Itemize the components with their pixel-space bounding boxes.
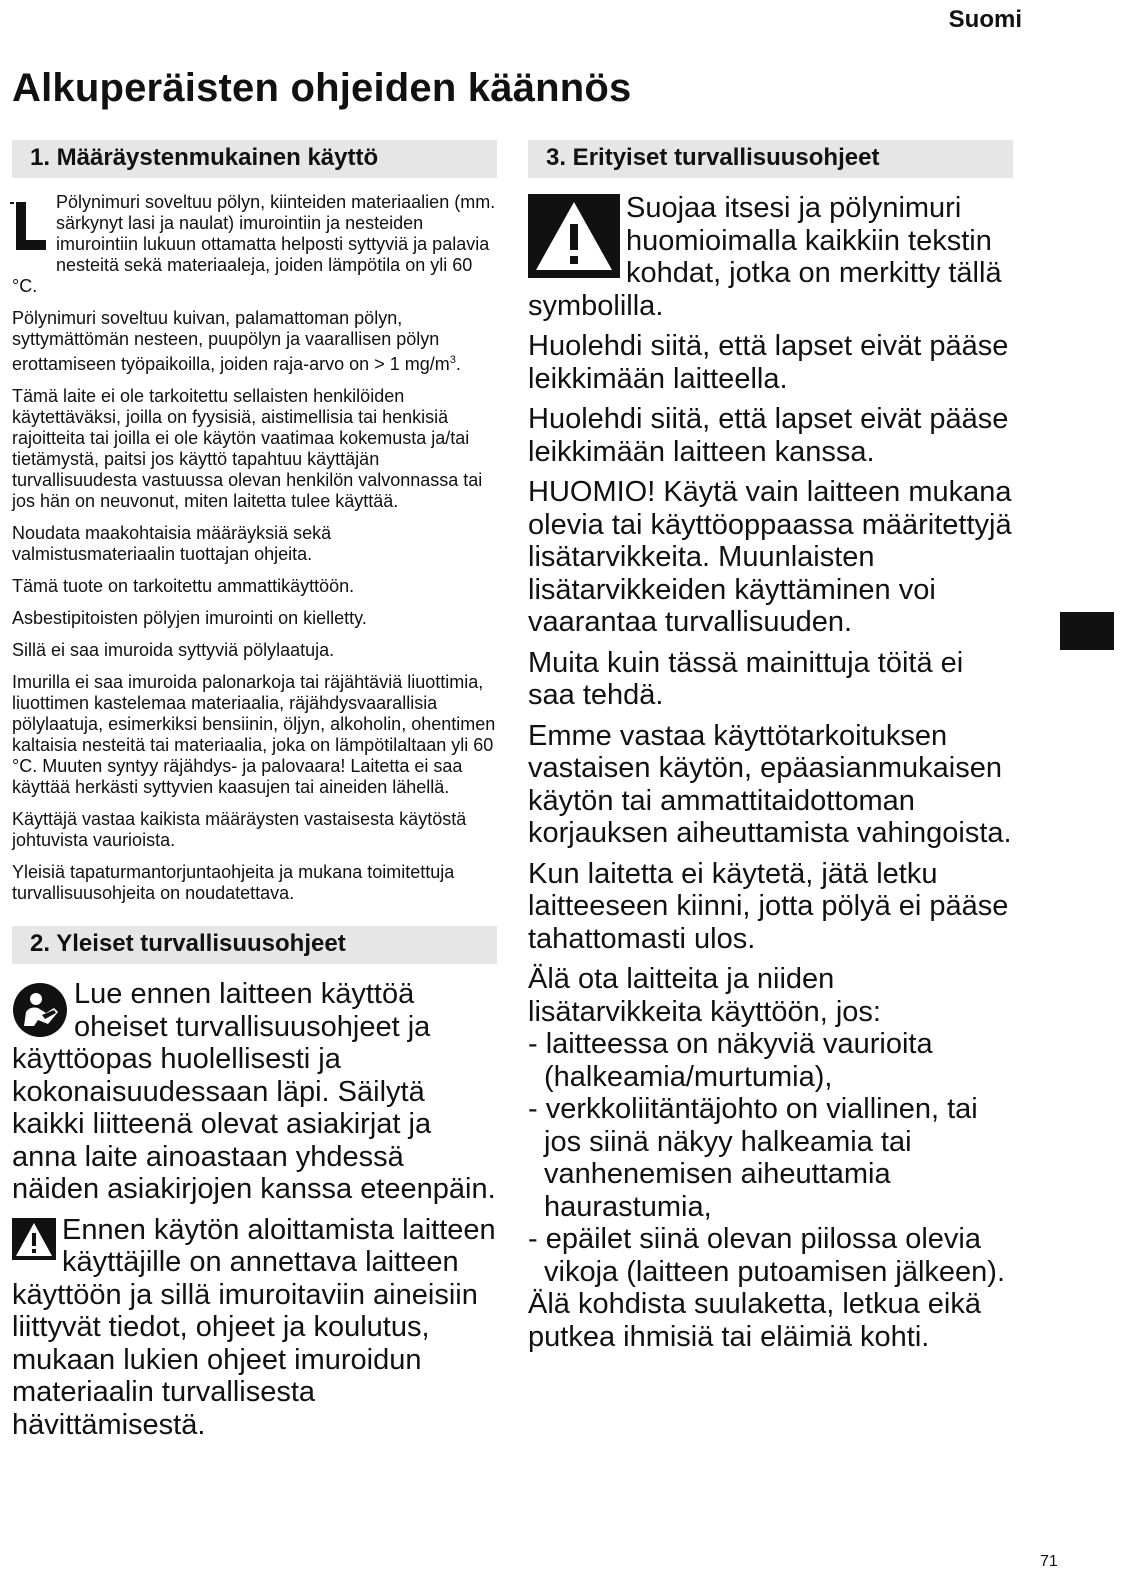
paragraph: Älä kohdista suulaketta, letkua eikä putkea ihmisiä tai eläimiä kohti. — [528, 1288, 981, 1353]
paragraph: Suojaa itsesi ja pölynimuri huomioimalla kaikkiin tekstin kohdat, jotka on merkitty tällä symbolilla. — [528, 192, 1002, 322]
right-column — [528, 140, 1013, 1361]
paragraph: Tämä tuote on tarkoitettu ammattikäyttöön. — [12, 576, 355, 596]
section-1-heading: 1. Määräystenmukainen käyttö — [12, 140, 497, 178]
paragraph: Pölynimuri soveltuu kuivan, palamattoman pölyn, syttymättömän nesteen, puupölyn ja vaarallisen pölyn erottamiseen työpaikoilla, joiden raja-arvo on > 1 $mg/m^3$. — [12, 308, 461, 374]
paragraph: Ennen käytön aloittamista laitteen käyttäjille on annettava laitteen käyttöön ja sillä imuroitaviin aineisiin liittyvät tiedot, ohjeet ja koulutus, mukaan lukien ohjeet imuroidun materiaalin turvallisesta hävittämisestä. — [12, 1213, 496, 1441]
page-number: 71 — [1040, 1553, 1058, 1570]
page-title: Alkuperäisten ohjeiden käännös — [12, 66, 632, 110]
section-3-heading: 3. Erityiset turvallisuusohjeet — [528, 140, 1013, 178]
superscript: 3 — [449, 354, 456, 366]
paragraph: HUOMIO! Käytä vain laitteen mukana olevia tai käyttöoppaassa määritettyjä lisätarvikkeita. Muunlaisten lisätarvikkeiden käyttäminen voi vaarantaa turvallisuuden. — [528, 476, 1012, 638]
L-logo-icon — [10, 198, 50, 256]
section-1-body — [12, 192, 497, 904]
list-item: - laitteessa on näkyviä vaurioita (halkeamia/murtumia), — [528, 1028, 1013, 1093]
left-column — [12, 140, 497, 1449]
paragraph: Huolehdi siitä, että lapset eivät pääse leikkimään laitteella. — [528, 330, 1009, 395]
paragraph: Lue ennen laitteen käyttöä oheiset turvallisuusohjeet ja käyttöopas huolellisesti ja kokonaisuudessaan läpi. Säilytä kaikki liitteenä olevat asiakirjat ja anna laite ainoastaan yhdessä näiden asiakirjojen kanssa eteenpäin. — [12, 978, 496, 1205]
paragraph: Huolehdi siitä, että lapset eivät pääse leikkimään laitteen kanssa. — [528, 403, 1009, 468]
warning-icon — [528, 194, 620, 278]
paragraph: Älä ota laitteita ja niiden lisätarvikkeita käyttöön, jos: — [528, 963, 881, 1028]
list-item: - epäilet siinä olevan piilossa olevia vikoja (laitteen putoamisen jälkeen). — [528, 1223, 1013, 1288]
paragraph: Muita kuin tässä mainittuja töitä ei saa tehdä. — [528, 646, 964, 711]
paragraph: Yleisiä tapaturmantorjuntaohjeita ja mukana toimitettuja turvallisuusohjeita on noudatettava. — [12, 862, 455, 903]
language-tab-marker — [1060, 612, 1114, 650]
warning-icon — [12, 1218, 56, 1260]
paragraph: Pölynimuri soveltuu pölyn, kiinteiden materiaalien (mm. särkynyt lasi ja naulat) imurointiin ja nesteiden imurointiin lukuun ottamatta helposti syttyviä ja palavia nesteitä sekä materiaaleja, joiden lämpötila on yli 60 °C. — [12, 192, 496, 296]
paragraph: Käyttäjä vastaa kaikista määräysten vastaisesta käytöstä johtuvista vaurioista. — [12, 809, 467, 850]
condition-list — [528, 1028, 1013, 1288]
paragraph: Asbestipitoisten pölyjen imurointi on kielletty. — [12, 608, 367, 628]
paragraph: Imurilla ei saa imuroida palonarkoja tai räjähtäviä liuottimia, liuottimen kastelemaa materiaalia, räjähdysvaarallisia pölylaatuja, esimerkiksi bensiinin, öljyn, alkoholin, ohentimen kaltaisia nesteitä tai materiaalia, joka on lämpötilaltaan yli 60 °C. Muuten syntyy räjähdys- ja palovaara! Laitetta ei saa käyttää herkästi syttyvien kaasujen tai aineiden lähellä. — [12, 672, 496, 797]
read-manual-icon — [12, 982, 68, 1038]
paragraph: Tämä laite ei ole tarkoitettu sellaisten henkilöiden käytettäväksi, joilla on fyysisiä, aistimellisia tai henkisiä rajoitteita tai joilla ei ole käytön vaatimaa kokemusta ja/tai tietämystä, paitsi jos käyttö tapahtuu käyttäjän turvallisuudesta vastuussa olevan henkilön valvonnassa tai jos hän on neuvonut, miten laitetta tulee käyttää. — [12, 386, 483, 511]
section-2-heading: 2. Yleiset turvallisuusohjeet — [12, 926, 497, 964]
paragraph: Emme vastaa käyttötarkoituksen vastaisen käytön, epäasianmukaisen käytön tai ammattitaidottoman korjauksen aiheuttamista vahingoista. — [528, 719, 1012, 849]
section-2-body — [12, 978, 497, 1441]
paragraph: Kun laitetta ei käytetä, jätä letku laitteeseen kiinni, jotta pölyä ei pääse tahattomasti ulos. — [528, 857, 1009, 955]
language-label: Suomi — [948, 6, 1022, 33]
list-item: - verkkoliitäntäjohto on viallinen, tai jos siinä näkyy halkeamia tai vanhenemisen aiheuttamia haurastumia, — [528, 1093, 1013, 1223]
section-3-body — [528, 192, 1013, 1353]
paragraph: Noudata maakohtaisia määräyksiä sekä valmistusmateriaalin tuottajan ohjeita. — [12, 523, 332, 564]
paragraph: Sillä ei saa imuroida syttyviä pölylaatuja. — [12, 640, 335, 660]
